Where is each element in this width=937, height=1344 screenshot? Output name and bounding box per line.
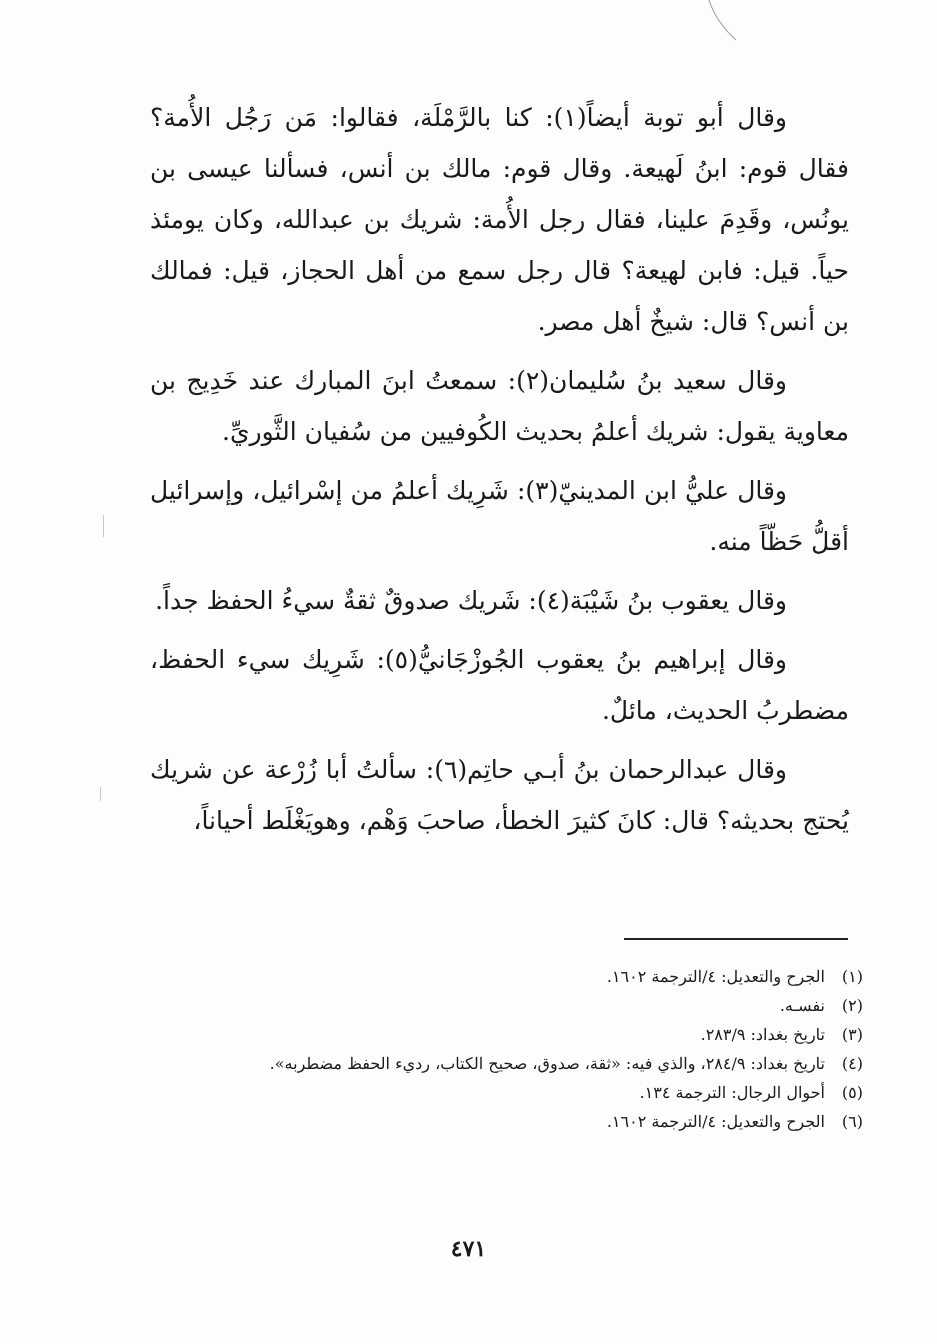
footnote-text: تاريخ بغداد: ٢٨٣/٩. <box>700 1025 825 1044</box>
footnote <box>150 1078 863 1107</box>
scan-artifact-line <box>708 0 738 42</box>
footnote-number: (٤) <box>841 1054 863 1073</box>
footnote-number: (٥) <box>841 1083 863 1102</box>
footnote <box>150 1049 863 1078</box>
paragraph: وقال عبدالرحمان بنُ أبـي حاتِم(٦): سألتُ أبا زُرْعة عن شريك يُحتج بحديثه؟ قال: كانَ كثيرَ الخطأ، صاحبَ وَهْم، وهويَغْلَط أحياناً، <box>150 755 849 835</box>
footnote-text: نفسـه. <box>779 996 825 1015</box>
paragraph: وقال سعيد بنُ سُليمان(٢): سمعتُ ابنَ المبارك عند خَدِيج بن معاوية يقول: شريك أعلمُ بحديث الكُوفيين من سُفيان الثَّوريِّ. <box>150 366 849 446</box>
footnote-text: تاريخ بغداد: ٢٨٤/٩، والذي فيه: «ثقة، صدوق، صحيح الكتاب، رديء الحفظ مضطربه». <box>269 1054 825 1073</box>
footnote-number: (١) <box>841 967 863 986</box>
footnote <box>150 1020 863 1049</box>
paragraph: وقال إبراهيم بنُ يعقوب الجُوزْجَانيُّ(٥): شَرِيك سيء الحفظ، مضطربُ الحديث، مائلٌ. <box>150 645 849 725</box>
paragraph: وقال عليُّ ابن المدينيّ(٣): شَرِيك أعلمُ من إسْرائيل، وإسرائيل أقلُّ حَظّاً منه. <box>150 476 849 556</box>
footnote-number: (٦) <box>841 1112 863 1131</box>
footnote <box>150 962 863 991</box>
paragraph: وقال أبو توبة أيضاً(١): كنا بالرَّمْلَة، فقالوا: مَن رَجُل الأُمة؟ فقال قوم: ابنُ لَهيعة. وقال قوم: مالك بن أنس، فسألنا عيسى بن يونُس، وقَدِمَ علينا، فقال رجل الأُمة: شريك بن عبدالله، وكان يومئذ حياً. قيل: فابن لهيعة؟ قال رجل سمع من أهل الحجاز، قيل: فمالك بن أنس؟ قال: شيخٌ أهل مصر. <box>150 103 849 336</box>
footnote <box>150 1107 863 1136</box>
footnote-number: (٣) <box>841 1025 863 1044</box>
footnote-text: أحوال الرجال: الترجمة ١٣٤. <box>639 1083 825 1102</box>
margin-mark <box>100 787 101 801</box>
footnotes <box>150 962 863 1136</box>
footnote-separator <box>624 938 848 940</box>
footnote-number: (٢) <box>841 996 863 1015</box>
page-number: ٤٧١ <box>450 1236 487 1262</box>
main-text <box>150 92 849 854</box>
footnote-text: الجرح والتعديل: ٤/الترجمة ١٦٠٢. <box>606 1112 825 1131</box>
margin-mark <box>103 515 104 537</box>
paragraph: وقال يعقوب بنُ شَيْبَة(٤): شَريك صدوقٌ ثقةٌ سيءُ الحفظ جداً. <box>155 586 787 615</box>
footnote <box>150 991 863 1020</box>
footnote-text: الجرح والتعديل: ٤/الترجمة ١٦٠٢. <box>606 967 825 986</box>
